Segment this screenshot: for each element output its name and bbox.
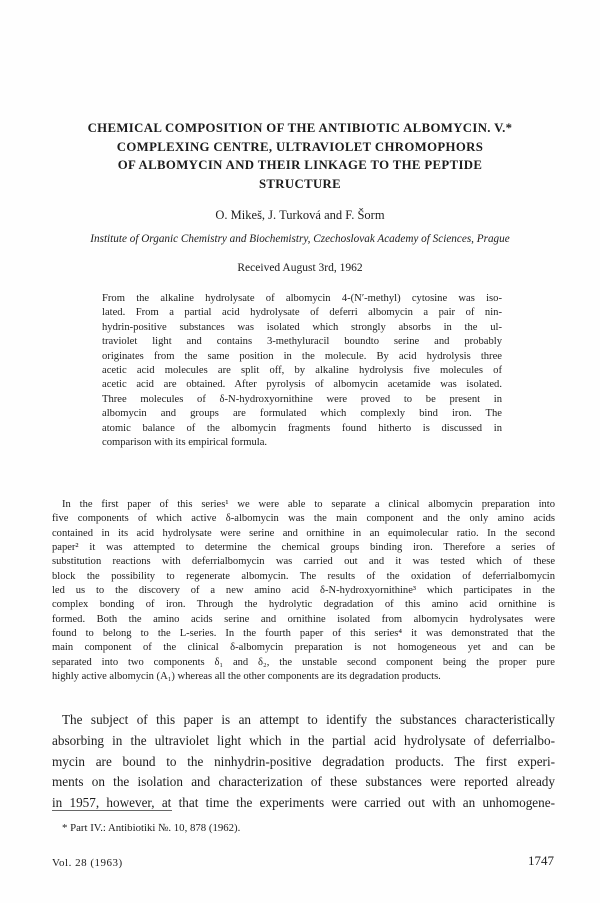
body-line: mycin are bound to the ninhydrin-positive degradation products. The first experi- (52, 753, 555, 769)
body-line: absorbing in the ultraviolet light which in the partial acid hydrolysate of deferrialbo- (52, 732, 555, 748)
title-line: CHEMICAL COMPOSITION OF THE ANTIBIOTIC ALBOMYCIN. V.* (87, 121, 513, 135)
body-paragraph-subject (52, 710, 555, 814)
body-line: in 1957, however, at that time the experiments were carried out with an unhomogene- (52, 795, 555, 811)
abstract-line: comparison with its empirical formula. (102, 437, 268, 449)
body-line: main component of the clinical δ-albomycin preparation is not homogeneous yet and can be (52, 642, 555, 654)
body-line: formed. Both the amino acids serine and ornithine isolated from albomycin hydrolysates were (52, 613, 555, 625)
body-line: highly active albomycin (A₁) whereas all the other components are its degradation products. (52, 671, 441, 683)
body-line: five components of which active δ-albomycin was the main component and the only amino acids (52, 513, 555, 525)
abstract-line: acetic acid are obtained. After pyrolysis of albomycin acetamide was isolated. (102, 379, 502, 391)
abstract-line: Three molecules of δ-N-hydroxyornithine were proved to be present in (102, 393, 502, 405)
abstract-line: hydrin-positive substances was isolated which strongly absorbs in the ul- (102, 321, 502, 333)
body-paragraph-intro (52, 498, 555, 684)
body-line: The subject of this paper is an attempt to identify the substances characteristically (62, 712, 555, 727)
authors: O. Mikeš, J. Turková and F. Šorm (215, 208, 385, 222)
title-line: STRUCTURE (258, 176, 342, 191)
body-line: In the first paper of this series¹ we were able to separate a clinical albomycin preparation into (62, 499, 555, 510)
abstract-line: traviolet light and contains 3-methyluracil boundto serine and probably (102, 336, 502, 348)
abstract-line: acetic acid molecules are split off, by alkaline hydrolysis five molecules of (102, 365, 502, 377)
affiliation: Institute of Organic Chemistry and Biochemistry, Czechoslovak Academy of Sciences, Prague (90, 233, 510, 245)
footnote: * Part IV.: Antibiotiki №. 10, 878 (1962). (62, 822, 241, 834)
body-line: ments on the isolation and characterization of these substances were reported already (52, 774, 555, 790)
abstract-line: albomycin and groups are formulated which complexly bind iron. The (102, 408, 502, 420)
abstract-line: originates from the same position in the molecule. By acid hydrolysis three (102, 350, 502, 362)
abstract-line: lated. From a partial acid hydrolysate of deferri albomycin a pair of nin- (102, 307, 502, 319)
body-line: block the possibility to regenerate albomycin. The results of the oxidation of deferrialbomycin (52, 570, 555, 582)
volume-info: Vol. 28 (1963) (52, 857, 123, 869)
abstract-line: From the alkaline hydrolysate of albomycin 4-(N′-methyl) cytosine was iso- (102, 293, 502, 304)
title-line: COMPLEXING CENTRE, ULTRAVIOLET CHROMOPHORS (116, 139, 484, 154)
body-line: paper² it was attempted to determine the chemical groups binding iron. Therefore a series of (52, 542, 555, 554)
footnote-divider (52, 810, 172, 811)
body-line: contained in its acid hydrolysate were serine and ornithine in an equimolecular ratio. In the second (52, 527, 555, 539)
received-date: Received August 3rd, 1962 (237, 262, 363, 274)
body-line: complex bonding of iron. Through the hydrolytic degradation of this amino acid ornithine is (52, 599, 555, 611)
body-line: separated into two components δ₁ and δ₂, the unstable second component being the proper pure (52, 656, 555, 668)
abstract-line: atomic balance of the albomycin fragments found hitherto is discussed in (102, 422, 502, 434)
body-line: led us to the discovery of a new amino acid δ-N-hydroxyornithine³ which participates in the (52, 585, 555, 597)
page-number: 1747 (528, 853, 554, 868)
title-line: OF ALBOMYCIN AND THEIR LINKAGE TO THE PEPTIDE (117, 158, 483, 172)
body-line: found to belong to the L-series. In the fourth paper of this series⁴ it was demonstrated that the (52, 628, 555, 640)
body-line: substitution reactions with deferrialbomycin was carried out and it was tested which of these (52, 556, 555, 568)
article-title (40, 119, 560, 193)
abstract (102, 292, 502, 450)
